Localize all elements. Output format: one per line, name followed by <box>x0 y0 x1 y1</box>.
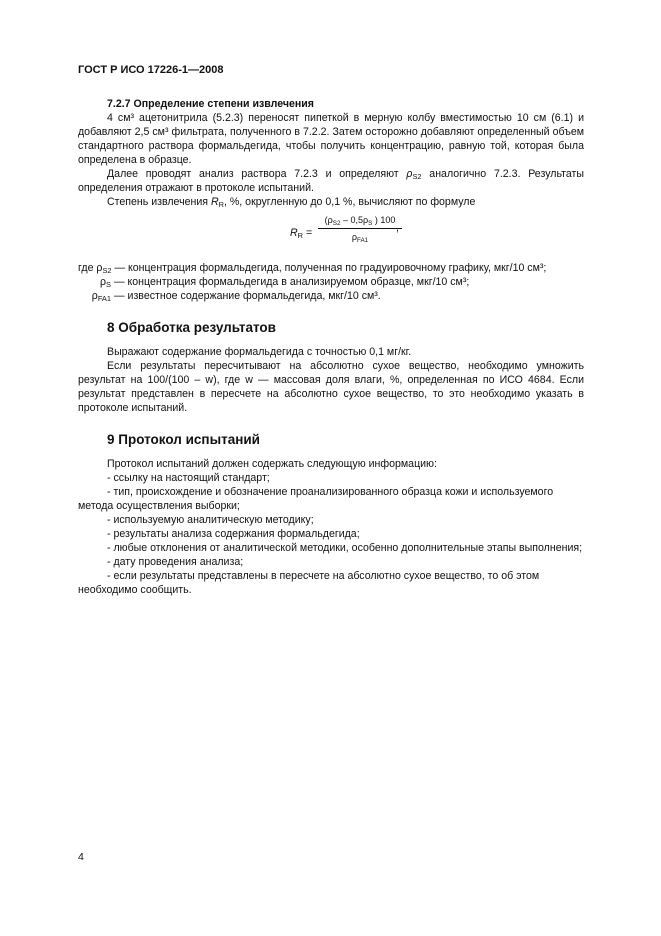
r-symbol: R <box>210 196 219 208</box>
formula-comma: , <box>396 222 399 234</box>
recovery-formula <box>78 213 584 253</box>
list-item: - тип, происхождение и обозначение проанализированного образца кожи и используемого метода осуществления выборки; <box>78 486 554 512</box>
list-item: - ссылку на настоящий стандарт; <box>107 472 270 484</box>
formula-numerator: ($\rho_{S2} - 0,5\rho_S$ ) 100 <box>324 215 396 227</box>
definition-rho-s: $\rho_S$ — концентрация формальдегида в анализируемом образце, мкг/10 см³; <box>100 276 470 289</box>
formula-fraction <box>318 213 402 244</box>
report-requirements-list <box>78 471 584 597</box>
list-item: - если результаты представлены в пересчете на абсолютно сухое вещество, то об этом необходимо сообщить. <box>78 570 540 596</box>
definition-rho-fa1: $\rho_{FA1}$ — известное содержание формальдегида, мкг/10 см³. <box>91 290 381 303</box>
document-header: ГОСТ Р ИСО 17226-1—2008 <box>78 64 224 76</box>
section-8-paragraph-1: Выражают содержание формальдегида с точностью 0,1 мг/кг. <box>107 346 412 358</box>
section-9-intro: Протокол испытаний должен содержать следующую информацию: <box>107 458 437 470</box>
list-item: - используемую аналитическую методику; <box>107 514 314 526</box>
definition-rho-s2: где $\rho_{S2}$ — концентрация формальдегида, полученная по градуировочному графику, мкг/10 см³; <box>78 262 547 275</box>
formula-definitions <box>78 261 584 303</box>
section-7-2-7-paragraph-1: 4 см³ ацетонитрила (5.2.3) переносят пипеткой в мерную колбу вместимостью 10 см (6.1) и добавляют 2,5 см³ фильтрата, полученного в 7.2.2. Затем осторожно добавляют определенный объем стандартного раствора формальдегида, чтобы получить концентрацию, равную той, которая была определена в образце. <box>78 112 584 166</box>
page-number: 4 <box>78 851 84 863</box>
list-item: - результаты анализа содержания формальдегида; <box>107 528 360 540</box>
formula-denominator: $\rho_{FA1}$ <box>351 232 369 244</box>
section-9-heading: 9 Протокол испытаний <box>107 432 260 447</box>
list-item: - дату проведения анализа; <box>107 556 244 568</box>
section-8-paragraph-2: Если результаты пересчитывают на абсолютно сухое вещество, необходимо умножить результат на 100/(100 – w), где w — массовая доля влаги, %, определенная по ИСО 4684. Если результат представлен в пересчете на абсолютно сухое вещество, то это необходимо указать в протоколе испытаний. <box>78 360 584 414</box>
list-item: - любые отклонения от аналитической методики, особенно дополнительные этапы выполнения; <box>107 542 583 554</box>
formula-left-side: $R_R$ = <box>290 227 313 240</box>
section-7-2-7-paragraph-3: Степень извлечения $R_R$, %, округленную до 0,1 %, вычисляют по формуле <box>107 196 476 209</box>
rho-symbol: ρ <box>406 168 413 180</box>
section-7-2-7-heading: 7.2.7 Определение степени извлечения <box>107 98 314 110</box>
fraction-bar <box>318 228 402 229</box>
section-8-heading: 8 Обработка результатов <box>107 320 276 335</box>
page-body <box>78 97 584 597</box>
section-7-2-7-paragraph-2: Далее проводят анализ раствора 7.2.3 и определяют $\rho_{S2}$ аналогично 7.2.3. Результаты определения отражают в протоколе испытаний. <box>78 168 584 194</box>
